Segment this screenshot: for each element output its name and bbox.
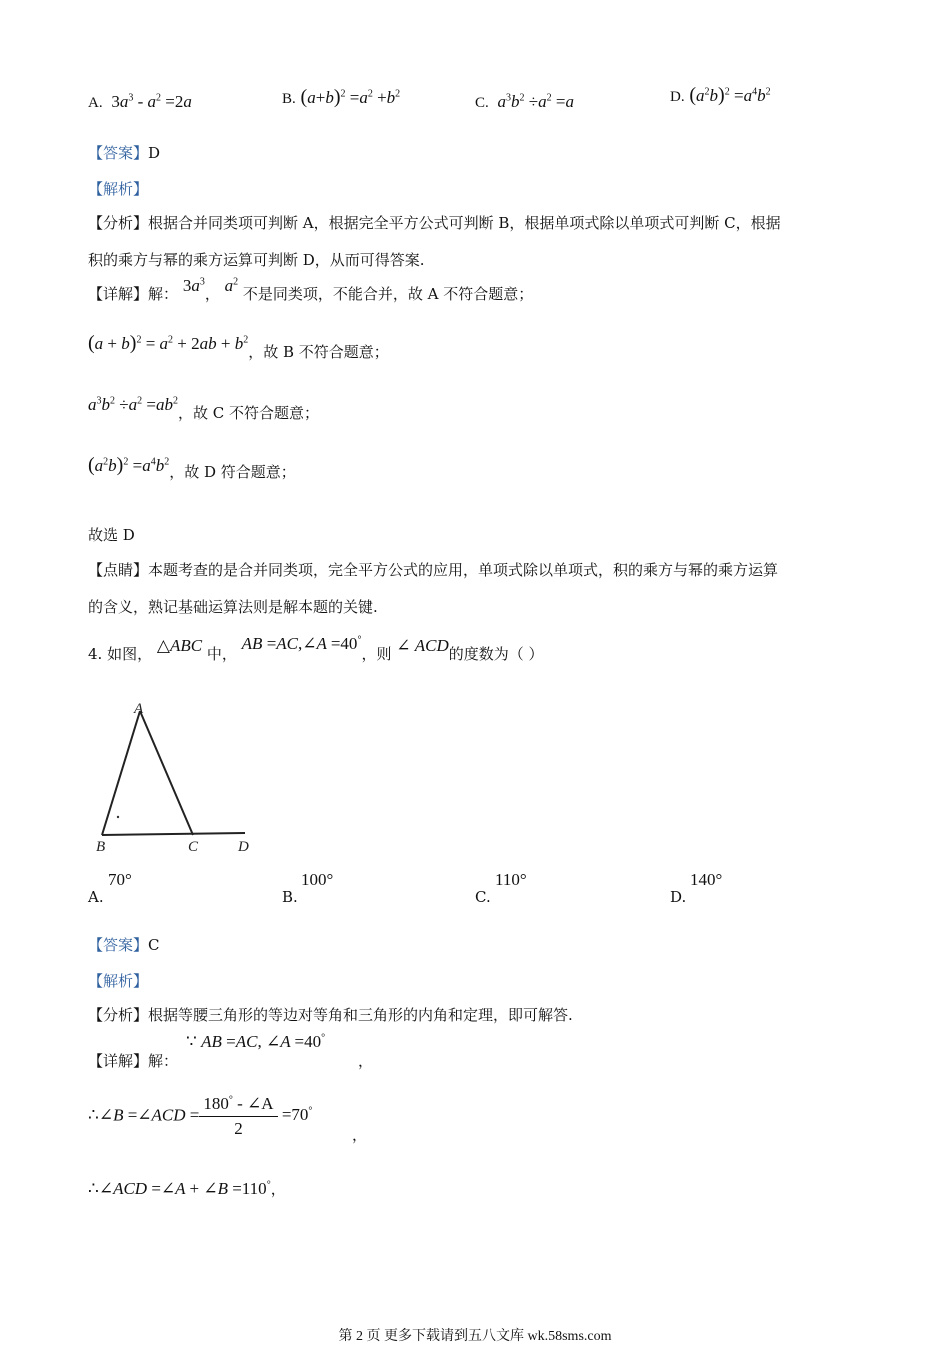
q4-text: 如图， bbox=[107, 645, 153, 663]
vertex-label-a: A bbox=[134, 701, 144, 717]
option-label: A. bbox=[88, 95, 103, 111]
q3-option-c-math: $a^3b^2 \div a^2 =a$ bbox=[497, 92, 574, 111]
q4-angle-math: ∠ ACD bbox=[396, 636, 449, 655]
q4-number: 4. bbox=[88, 645, 103, 663]
fenxi-text: 根据合并同类项可判断 A，根据完全平方公式可判断 B，根据单项式除以单项式可判断 C，根据 bbox=[148, 214, 781, 232]
vertex-label-c: C bbox=[188, 839, 199, 855]
q3-answer bbox=[88, 142, 160, 163]
q4-text: 的度数为（ ） bbox=[448, 645, 544, 663]
q3-detail-math-2: $a^2$ bbox=[224, 276, 239, 295]
answer-value: C bbox=[148, 936, 160, 954]
option-label: D. bbox=[670, 888, 687, 906]
detail-text: ，故 B 不符合题意； bbox=[248, 343, 389, 361]
answer-tag: 【答案】 bbox=[88, 936, 149, 954]
option-label: C. bbox=[475, 95, 489, 111]
q3-detail-math-3: $(a + b)^2 = a^2 + 2ab + b^2$ bbox=[88, 332, 249, 354]
q3-detail-line1: 【详解】解： $3a^3$， $a^2$ 不是同类项，不能合并，故 A 不符合题意； bbox=[88, 276, 534, 303]
q3-analysis-tag: 【解析】 bbox=[88, 180, 149, 198]
q3-fenxi-line2: 积的乘方与幂的乘方运算可判断 D，从而可得答案. bbox=[88, 251, 425, 269]
q3-comment-line2: 的含义，熟记基础运算法则是解本题的关键. bbox=[88, 598, 378, 616]
detail-text: ，故 C 不符合题意； bbox=[177, 404, 319, 422]
q3-option-d-math: $(a^2b)^2 =a^4b^2$ bbox=[689, 84, 771, 106]
q4-analysis-tag: 【解析】 bbox=[88, 972, 149, 990]
q4-detail-math-3: ∴∠ACD =∠A + ∠B =110°， bbox=[88, 1179, 286, 1198]
q3-option-a bbox=[88, 92, 192, 112]
q4-stem bbox=[88, 634, 544, 664]
option-label: C. bbox=[475, 888, 491, 906]
answer-value: D bbox=[148, 144, 161, 162]
q3-detail-line3 bbox=[88, 395, 319, 423]
q3-option-d bbox=[670, 84, 771, 107]
option-value: 110° bbox=[495, 870, 527, 889]
q4-option-d bbox=[670, 870, 740, 906]
option-label: D. bbox=[670, 89, 685, 105]
q4-answer bbox=[88, 934, 160, 955]
comment-tag: 【点睛】 bbox=[88, 561, 149, 579]
fenxi-tag: 【分析】 bbox=[88, 214, 149, 232]
q4-option-b bbox=[282, 870, 352, 906]
detail-text: ，故 D 符合题意； bbox=[169, 463, 296, 481]
q4-detail-comma-2: ， bbox=[352, 1126, 368, 1144]
detail-text: 不是同类项，不能合并，故 A 不符合题意； bbox=[242, 285, 534, 303]
q4-condition-math: AB =AC,∠A =40° bbox=[241, 634, 362, 653]
vertex-label-b: B bbox=[96, 839, 106, 855]
q3-option-a-math: $3a^3 - a^2 =2a$ bbox=[111, 92, 192, 111]
q4-triangle-figure bbox=[90, 695, 260, 860]
option-label: B. bbox=[282, 91, 296, 107]
side-ac bbox=[140, 711, 193, 835]
option-label: B. bbox=[282, 888, 298, 906]
option-value: 70° bbox=[108, 870, 132, 889]
q4-fenxi bbox=[88, 1004, 573, 1025]
option-value: 100° bbox=[301, 870, 334, 889]
vertex-label-d: D bbox=[238, 839, 249, 855]
detail-tag: 【详解】 bbox=[88, 285, 149, 303]
q4-detail-math-2: ∴∠B =∠ACD = $\frac{180^\circ - \angle A}{2}$ =70° bbox=[88, 1094, 313, 1138]
q4-detail-line1 bbox=[88, 1050, 178, 1071]
q3-conclusion: 故选 D bbox=[88, 526, 135, 544]
page-footer: 第 2 页 更多下载请到五八文库 wk.58sms.com bbox=[338, 1329, 612, 1344]
detail-lead: 解： bbox=[148, 285, 179, 303]
q4-option-c bbox=[475, 870, 545, 906]
option-label: A. bbox=[88, 888, 104, 906]
q3-detail-math-4: $a^3b^2 \div a^2 =ab^2$ bbox=[88, 395, 178, 414]
q3-option-c bbox=[475, 92, 574, 112]
line-bd bbox=[102, 833, 245, 835]
q3-detail-math-1: $3a^3$ bbox=[182, 276, 205, 295]
q4-text: ，则 bbox=[361, 645, 392, 663]
side-ab bbox=[102, 711, 140, 835]
q3-detail-line4 bbox=[88, 454, 296, 483]
q3-option-b-math: $(a+b)^2 =a^2 +b^2$ bbox=[300, 86, 401, 108]
fenxi-text: 根据等腰三角形的等边对等角和三角形的内角和定理，即可解答. bbox=[148, 1006, 573, 1024]
q3-detail-line2 bbox=[88, 332, 389, 363]
fenxi-tag: 【分析】 bbox=[88, 1006, 149, 1024]
q3-fenxi-line1 bbox=[88, 212, 781, 233]
q4-detail-comma-1: ， bbox=[358, 1052, 374, 1070]
option-value: 140° bbox=[690, 870, 723, 889]
comment-text: 本题考查的是合并同类项，完全平方公式的应用，单项式除以单项式，积的乘方与幂的乘方运算 bbox=[148, 561, 779, 579]
q3-detail-math-5: $(a^2b)^2 =a^4b^2$ bbox=[88, 454, 170, 476]
answer-tag: 【答案】 bbox=[88, 144, 149, 162]
q4-triangle-math: △ABC bbox=[156, 636, 203, 655]
q4-detail-math-1: ∵ AB =AC, ∠A =40° bbox=[186, 1032, 326, 1051]
q3-option-b bbox=[282, 86, 400, 109]
q3-comment-line1 bbox=[88, 559, 778, 580]
dot-mark bbox=[117, 816, 119, 818]
detail-tag: 【详解】 bbox=[88, 1052, 149, 1070]
q4-text: 中， bbox=[206, 645, 237, 663]
q4-option-a bbox=[88, 870, 148, 906]
detail-lead: 解： bbox=[148, 1052, 179, 1070]
